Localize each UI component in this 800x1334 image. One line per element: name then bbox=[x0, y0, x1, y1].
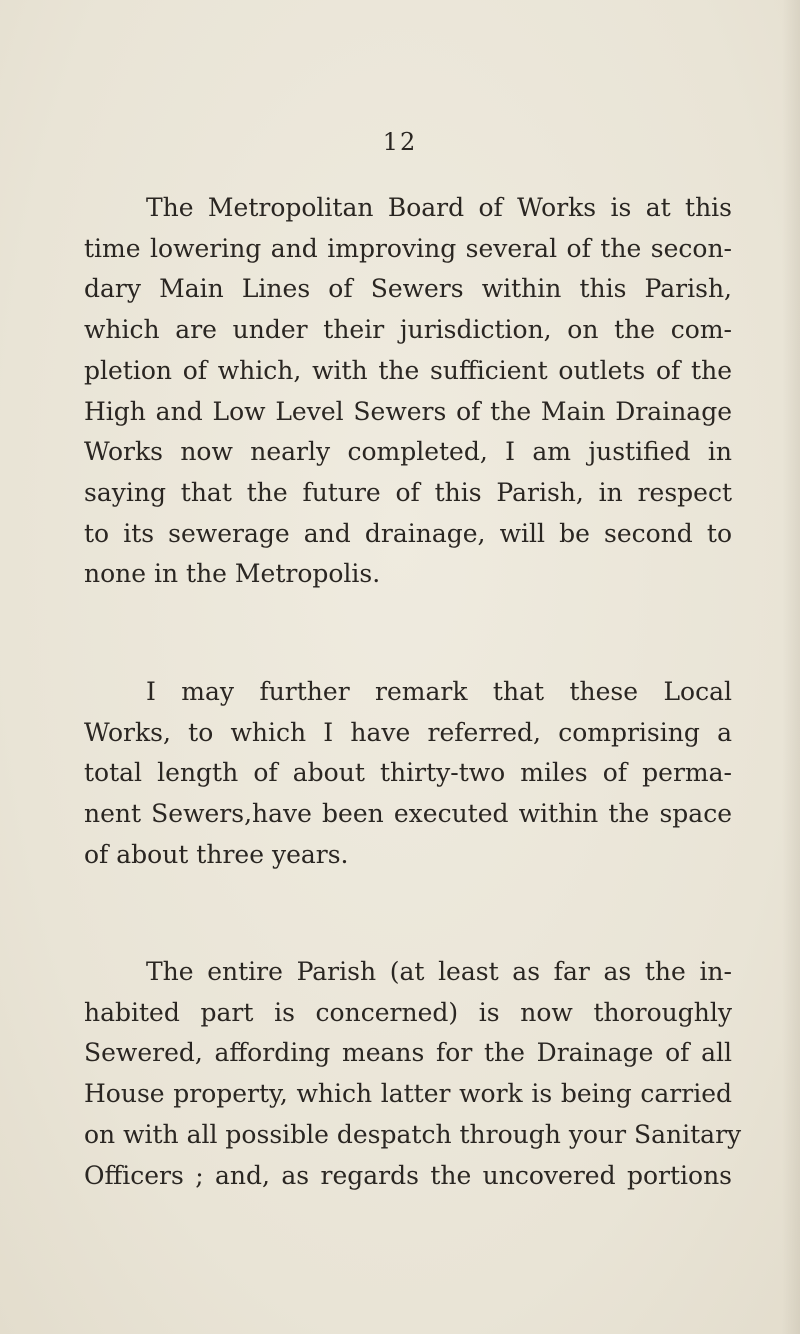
text-line: nent Sewers,have been executed within the space bbox=[84, 799, 732, 829]
paragraph-3 bbox=[84, 952, 742, 1196]
text-line: of about three years. bbox=[84, 839, 349, 869]
text-line: none in the Metropolis. bbox=[84, 559, 381, 589]
text-line: The Metropolitan Board of Works is at this bbox=[146, 193, 732, 222]
text-line: Works, to which I have referred, comprising a bbox=[84, 717, 732, 747]
text-line: time lowering and improving several of the secon- bbox=[84, 233, 732, 263]
text-line: I may further remark that these Local bbox=[146, 677, 732, 706]
text-line: dary Main Lines of Sewers within this Parish, bbox=[84, 274, 732, 304]
page-edge-shadow bbox=[782, 0, 800, 1334]
text-line: saying that the future of this Parish, in respect bbox=[84, 477, 732, 507]
text-line: on with all possible despatch through your Sanitary bbox=[84, 1119, 742, 1149]
text-line: House property, which latter work is being carried bbox=[84, 1079, 732, 1109]
text-line: habited part is concerned) is now thoroughly bbox=[84, 997, 732, 1027]
text-line: The entire Parish (at least as far as the in- bbox=[146, 957, 732, 986]
text-line: total length of about thirty-two miles of perma- bbox=[84, 758, 732, 788]
paragraph-2 bbox=[84, 672, 732, 876]
paragraph-1 bbox=[84, 188, 732, 595]
text-line: Sewered, affording means for the Drainage of all bbox=[84, 1038, 732, 1068]
text-line: which are under their jurisdiction, on the com- bbox=[84, 315, 732, 345]
page-number: 12 bbox=[382, 128, 418, 156]
text-line: pletion of which, with the sufficient outlets of the bbox=[84, 355, 732, 385]
text-line: Works now nearly completed, I am justified in bbox=[84, 437, 732, 467]
text-line: to its sewerage and drainage, will be second to bbox=[84, 518, 732, 548]
text-line: Officers ; and, as regards the uncovered portions bbox=[84, 1160, 732, 1190]
text-line: High and Low Level Sewers of the Main Drainage bbox=[84, 396, 732, 426]
